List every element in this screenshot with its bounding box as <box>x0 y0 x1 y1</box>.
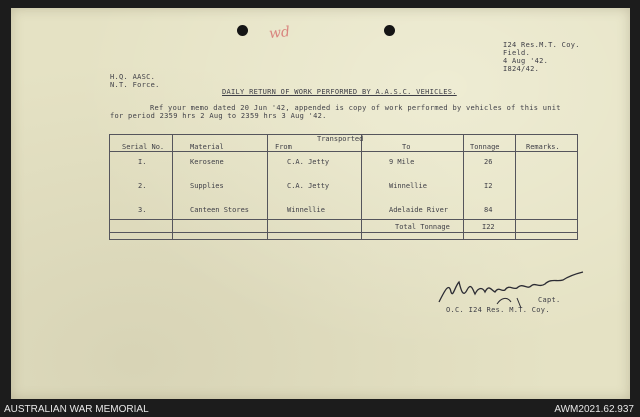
table-cell-from: C.A. Jetty <box>287 182 330 190</box>
punch-hole-left <box>237 25 248 36</box>
table-cell-to: 9 Mile <box>389 158 415 166</box>
table-cell-from: Winnellie <box>287 206 325 214</box>
table-cell-to: Adelaide River <box>389 206 449 214</box>
table-cell-material: Kerosene <box>190 158 224 166</box>
addressee-line-1: H.Q. AASC. <box>110 73 156 81</box>
signature-block: O.C. I24 Res. M.T. Coy. <box>446 306 550 314</box>
addressee-line-2: N.T. Force. <box>110 81 160 89</box>
location: Field. <box>503 49 531 57</box>
table-cell-material: Supplies <box>190 182 224 190</box>
column-header-remarks: Remarks. <box>526 143 560 151</box>
signature-rank: Capt. <box>538 296 561 304</box>
body-text-line-1: Ref your memo dated 20 Jun '42, appended is copy of work performed by vehicles of this unit <box>150 104 561 112</box>
reference-number: I824/42. <box>503 65 540 73</box>
archive-footer <box>0 403 640 417</box>
table-cell-to: Winnellie <box>389 182 427 190</box>
footer-accession-number: AWM2021.62.937 <box>554 404 634 415</box>
table-cell-from: C.A. Jetty <box>287 158 330 166</box>
table-cell-tonnage: 84 <box>484 206 493 214</box>
punch-hole-right <box>384 25 395 36</box>
column-header-material: Material <box>190 143 224 151</box>
unit-name: I24 Res.M.T. Coy. <box>503 41 580 49</box>
table-cell-serial: 2. <box>138 182 147 190</box>
table-cell-tonnage: I2 <box>484 182 493 190</box>
table-cell-serial: I. <box>138 158 147 166</box>
red-annotation: wd <box>268 23 291 43</box>
column-header-serial: Serial No. <box>122 143 165 151</box>
date: 4 Aug '42. <box>503 57 549 65</box>
body-text-line-2: for period 2359 hrs 2 Aug to 2359 hrs 3 Aug '42. <box>110 112 327 120</box>
column-header-to: To <box>402 143 411 151</box>
document-title: DAILY RETURN OF WORK PERFORMED BY A.A.S.C. VEHICLES. <box>222 88 457 96</box>
table-cell-serial: 3. <box>138 206 147 214</box>
work-return-table <box>109 134 578 240</box>
table-cell-material: Canteen Stores <box>190 206 250 214</box>
table-cell-tonnage: 26 <box>484 158 493 166</box>
total-tonnage-value: I22 <box>482 223 495 231</box>
footer-institution: AUSTRALIAN WAR MEMORIAL <box>4 404 149 415</box>
column-header-from: From <box>275 143 292 151</box>
total-tonnage-label: Total Tonnage <box>395 223 450 231</box>
transported-group-header: Transported <box>317 135 364 143</box>
column-header-tonnage: Tonnage <box>470 143 500 151</box>
